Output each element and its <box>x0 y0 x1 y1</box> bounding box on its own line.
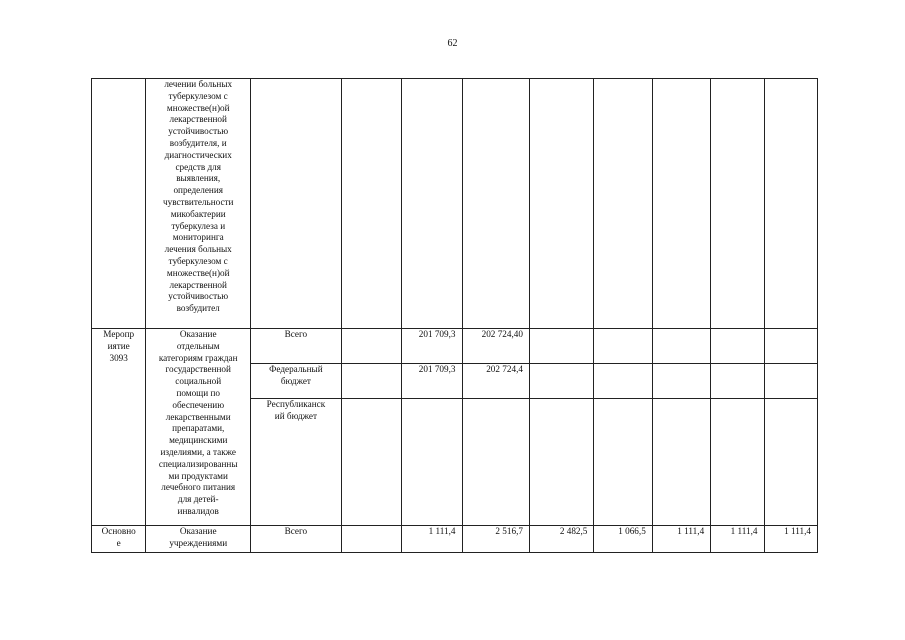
table-cell-value: 1 111,4 <box>402 526 462 553</box>
table-cell-value <box>711 364 764 399</box>
table-row-continuation <box>92 79 818 329</box>
table-cell <box>711 79 764 329</box>
table-cell-value <box>764 364 817 399</box>
table-cell-value: 1 066,5 <box>594 526 652 553</box>
table-cell-value <box>341 329 401 364</box>
table-cell-label <box>92 329 146 526</box>
table-cell-value <box>594 399 652 526</box>
table-cell-source <box>251 364 342 399</box>
table-cell-value <box>711 399 764 526</box>
table-cell-value <box>764 399 817 526</box>
table-cell-value <box>652 399 710 526</box>
table-cell-description <box>146 526 251 553</box>
table-cell-value <box>341 399 401 526</box>
description-text: лечении больных туберкулезом с множестве(н)ой лекарственной устойчивостью возбудителя, и диагностических средств для выявления, определения чувствительности микобактерии туберкулеза и мониторинга лечения больных туберкулезом с множестве(н)ой лекарственной устойчивостью возбудител <box>162 79 234 314</box>
table-cell <box>652 79 710 329</box>
table-cell-value <box>341 364 401 399</box>
table-row-3093-total <box>92 329 818 364</box>
table-cell-value: 2 516,7 <box>462 526 529 553</box>
table-cell-value: 201 709,3 <box>402 329 462 364</box>
table-cell-value: 1 111,4 <box>711 526 764 553</box>
table-cell-value <box>711 329 764 364</box>
table-cell-source <box>251 399 342 526</box>
page-number: 62 <box>447 38 458 49</box>
table-cell-label <box>92 526 146 553</box>
description-text: Оказание учреждениями <box>169 526 228 548</box>
table-cell-value <box>529 364 593 399</box>
table-cell-value <box>652 329 710 364</box>
table-cell-source <box>251 329 342 364</box>
source-text: Республиканск ий бюджет <box>266 399 326 421</box>
table-cell-value <box>764 329 817 364</box>
table-cell-value <box>402 399 462 526</box>
table-cell <box>529 79 593 329</box>
table-cell-value <box>529 399 593 526</box>
table-cell-value <box>652 364 710 399</box>
table-cell-value <box>594 329 652 364</box>
table-row-main <box>92 526 818 553</box>
table-cell-value <box>594 364 652 399</box>
table-cell <box>92 79 146 329</box>
row-label: Меропр иятие 3093 <box>103 329 135 363</box>
table-cell <box>341 79 401 329</box>
source-text: Всего <box>284 329 308 339</box>
table-cell <box>251 79 342 329</box>
table-cell-description <box>146 329 251 526</box>
table-cell-value <box>529 329 593 364</box>
table-cell-value: 202 724,40 <box>462 329 529 364</box>
table-cell-value <box>341 526 401 553</box>
table-cell <box>764 79 817 329</box>
budget-table <box>91 78 818 553</box>
table-cell-value: 1 111,4 <box>764 526 817 553</box>
table-cell-source <box>251 526 342 553</box>
table-cell-value: 1 111,4 <box>652 526 710 553</box>
table-cell-value <box>462 399 529 526</box>
table-cell <box>402 79 462 329</box>
table-cell-value: 202 724,4 <box>462 364 529 399</box>
table-cell-value: 201 709,3 <box>402 364 462 399</box>
table-cell <box>594 79 652 329</box>
row-label: Основно е <box>101 526 136 548</box>
description-text: Оказание отдельным категориям граждан государственной социальной помощи по обеспечению лекарственными препаратами, медицинскими изделиями, а также специализированны ми продуктами лечебного питания для детей- инвалидов <box>158 329 238 516</box>
table-cell-description <box>146 79 251 329</box>
source-text: Всего <box>284 526 308 536</box>
table-cell-value: 2 482,5 <box>529 526 593 553</box>
table-cell <box>462 79 529 329</box>
source-text: Федеральный бюджет <box>269 364 323 386</box>
